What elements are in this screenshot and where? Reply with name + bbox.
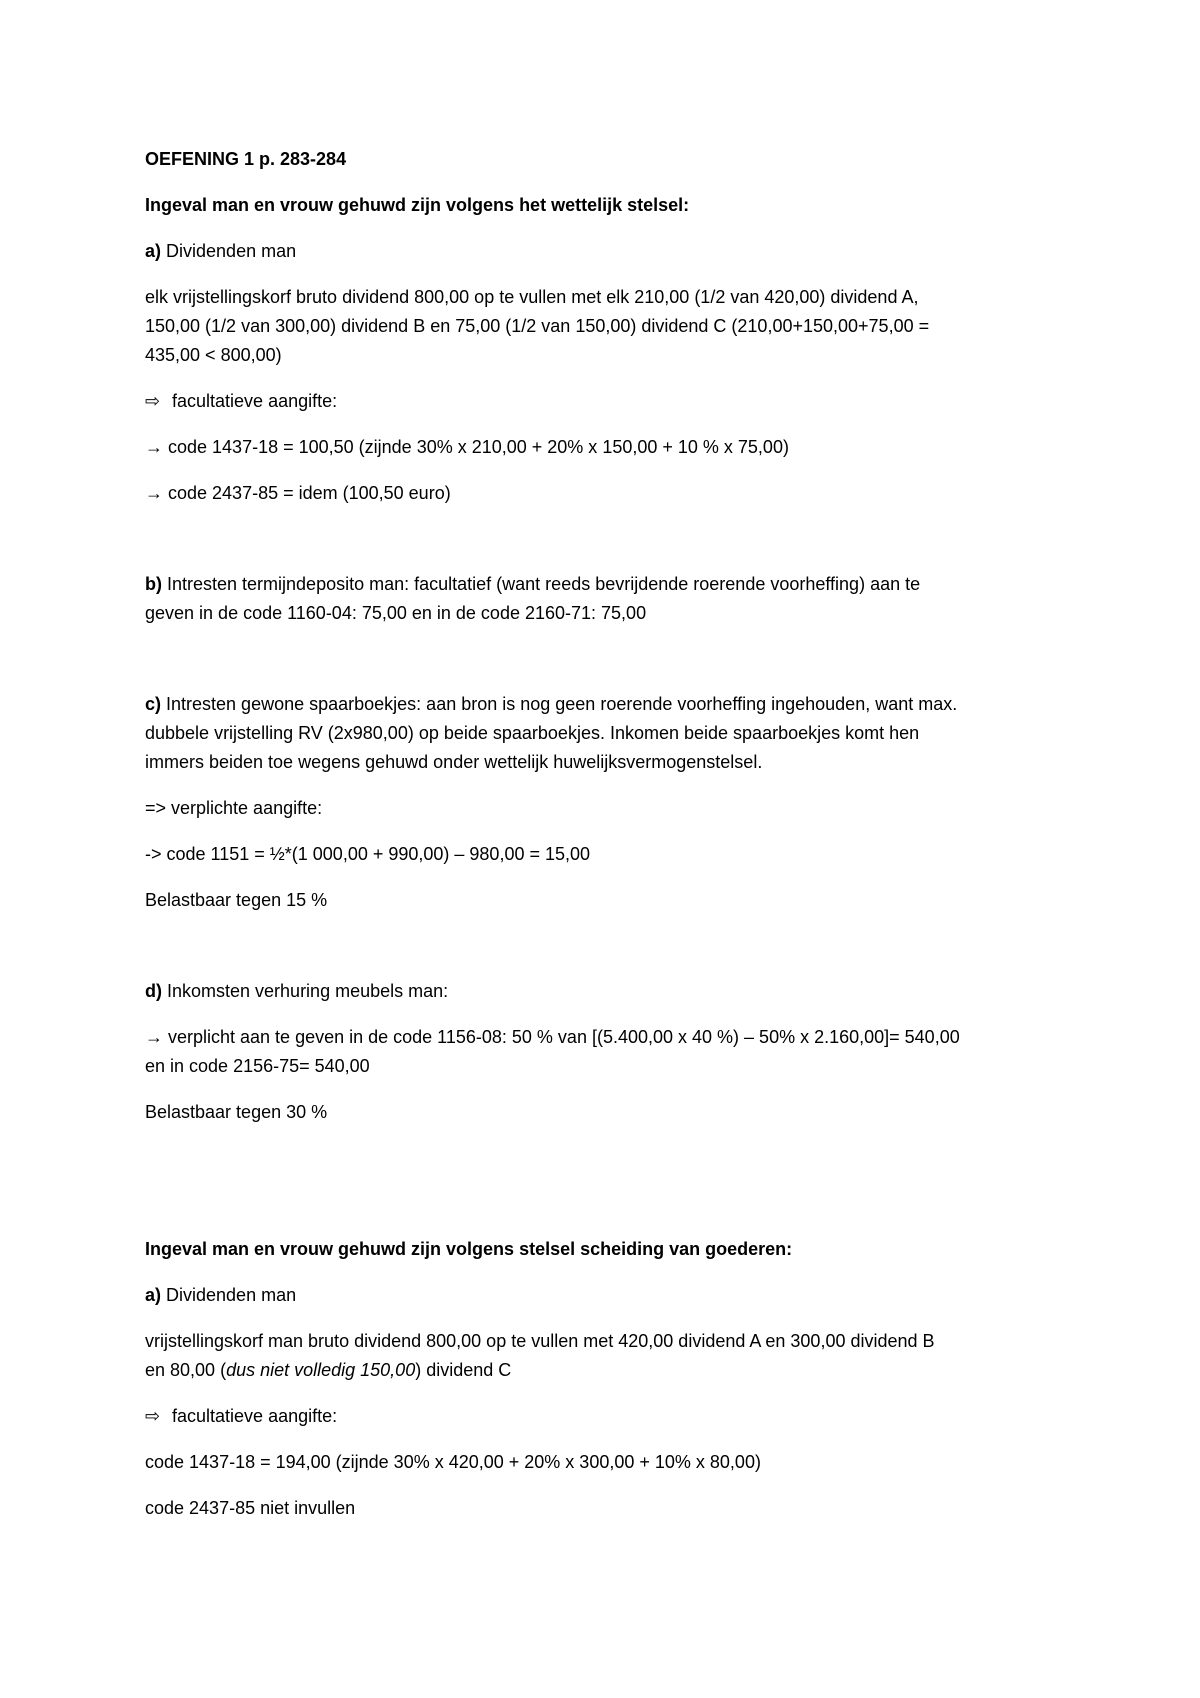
section1-c-belastbaar: Belastbaar tegen 15 % (145, 890, 328, 910)
item-label: a) (145, 241, 162, 261)
right-arrow-icon: ⇨ (145, 391, 161, 411)
item-label: b) (145, 574, 162, 594)
section1-c-line-3: immers beiden toe wegens gehuwd onder wettelijk huwelijksvermogenstelsel. (145, 752, 763, 772)
section1-a-code-1: → code 1437-18 = 100,50 (zijnde 30% x 210,00 + 20% x 150,00 + 10 % x 75,00) (145, 437, 789, 457)
section2-a-code-2: code 2437-85 niet invullen (145, 1498, 356, 1518)
item-text: Intresten gewone spaarboekjes: aan bron is nog geen roerende voorheffing ingehouden, want max. (161, 694, 958, 714)
item-label: a) (145, 1285, 162, 1305)
section1-a-aangifte (145, 390, 337, 412)
item-title: Dividenden man (166, 241, 297, 261)
section1-a-code-2: → code 2437-85 = idem (100,50 euro) (145, 483, 451, 503)
section1-d-title (145, 980, 448, 1002)
section1-c-line-1 (145, 693, 957, 715)
item-label: c) (145, 694, 162, 714)
section1-c-line-2: dubbele vrijstelling RV (2x980,00) op beide spaarboekjes. Inkomen beide spaarboekjes komt hen (145, 723, 920, 743)
line-emphasis: dus niet volledig 150,00 (226, 1360, 416, 1380)
item-label: d) (145, 981, 162, 1001)
item-text: Intresten termijndeposito man: facultatief (want reeds bevrijdende roerende voorheffing) aan te (162, 574, 921, 594)
section1-a-title (145, 240, 296, 262)
item-title: Inkomsten verhuring meubels man: (162, 981, 449, 1001)
section1-d-line-2: en in code 2156-75= 540,00 (145, 1056, 370, 1076)
section2-a-line-2 (145, 1359, 511, 1381)
section1-b-line-2: geven in de code 1160-04: 75,00 en in de code 2160-71: 75,00 (145, 603, 647, 623)
section2-a-aangifte (145, 1405, 337, 1427)
section2-a-title (145, 1284, 296, 1306)
section1-b-line-1 (145, 573, 920, 595)
section1-a-line-2: 150,00 (1/2 van 300,00) dividend B en 75,00 (1/2 van 150,00) dividend C (210,00+150,00+75,00 = (145, 316, 930, 336)
section1-d-belastbaar: Belastbaar tegen 30 % (145, 1102, 328, 1122)
line-pre: en 80,00 ( (145, 1360, 227, 1380)
aangifte-text: facultatieve aangifte: (172, 391, 338, 411)
exercise-title: OEFENING 1 p. 283-284 (145, 149, 347, 169)
aangifte-text: facultatieve aangifte: (172, 1406, 338, 1426)
section1-heading: Ingeval man en vrouw gehuwd zijn volgens het wettelijk stelsel: (145, 195, 690, 215)
section1-a-line-1: elk vrijstellingskorf bruto dividend 800,00 op te vullen met elk 210,00 (1/2 van 420,00) dividend A, (145, 287, 919, 307)
section1-d-line-1: → verplicht aan te geven in de code 1156-08: 50 % van [(5.400,00 x 40 %) – 50% x 2.160,00]= 540,00 (145, 1027, 960, 1047)
section1-c-aangifte: => verplichte aangifte: (145, 798, 323, 818)
section2-heading: Ingeval man en vrouw gehuwd zijn volgens stelsel scheiding van goederen: (145, 1239, 793, 1259)
item-title: Dividenden man (161, 1285, 297, 1305)
section2-a-line-1: vrijstellingskorf man bruto dividend 800,00 op te vullen met 420,00 dividend A en 300,00 dividend B (145, 1331, 935, 1351)
right-arrow-icon: ⇨ (145, 1406, 161, 1426)
section1-c-code: -> code 1151 = ½*(1 000,00 + 990,00) – 980,00 = 15,00 (145, 844, 591, 864)
section1-a-line-3: 435,00 < 800,00) (145, 345, 282, 365)
section2-a-code-1: code 1437-18 = 194,00 (zijnde 30% x 420,00 + 20% x 300,00 + 10% x 80,00) (145, 1452, 761, 1472)
line-post: ) dividend C (415, 1360, 512, 1380)
